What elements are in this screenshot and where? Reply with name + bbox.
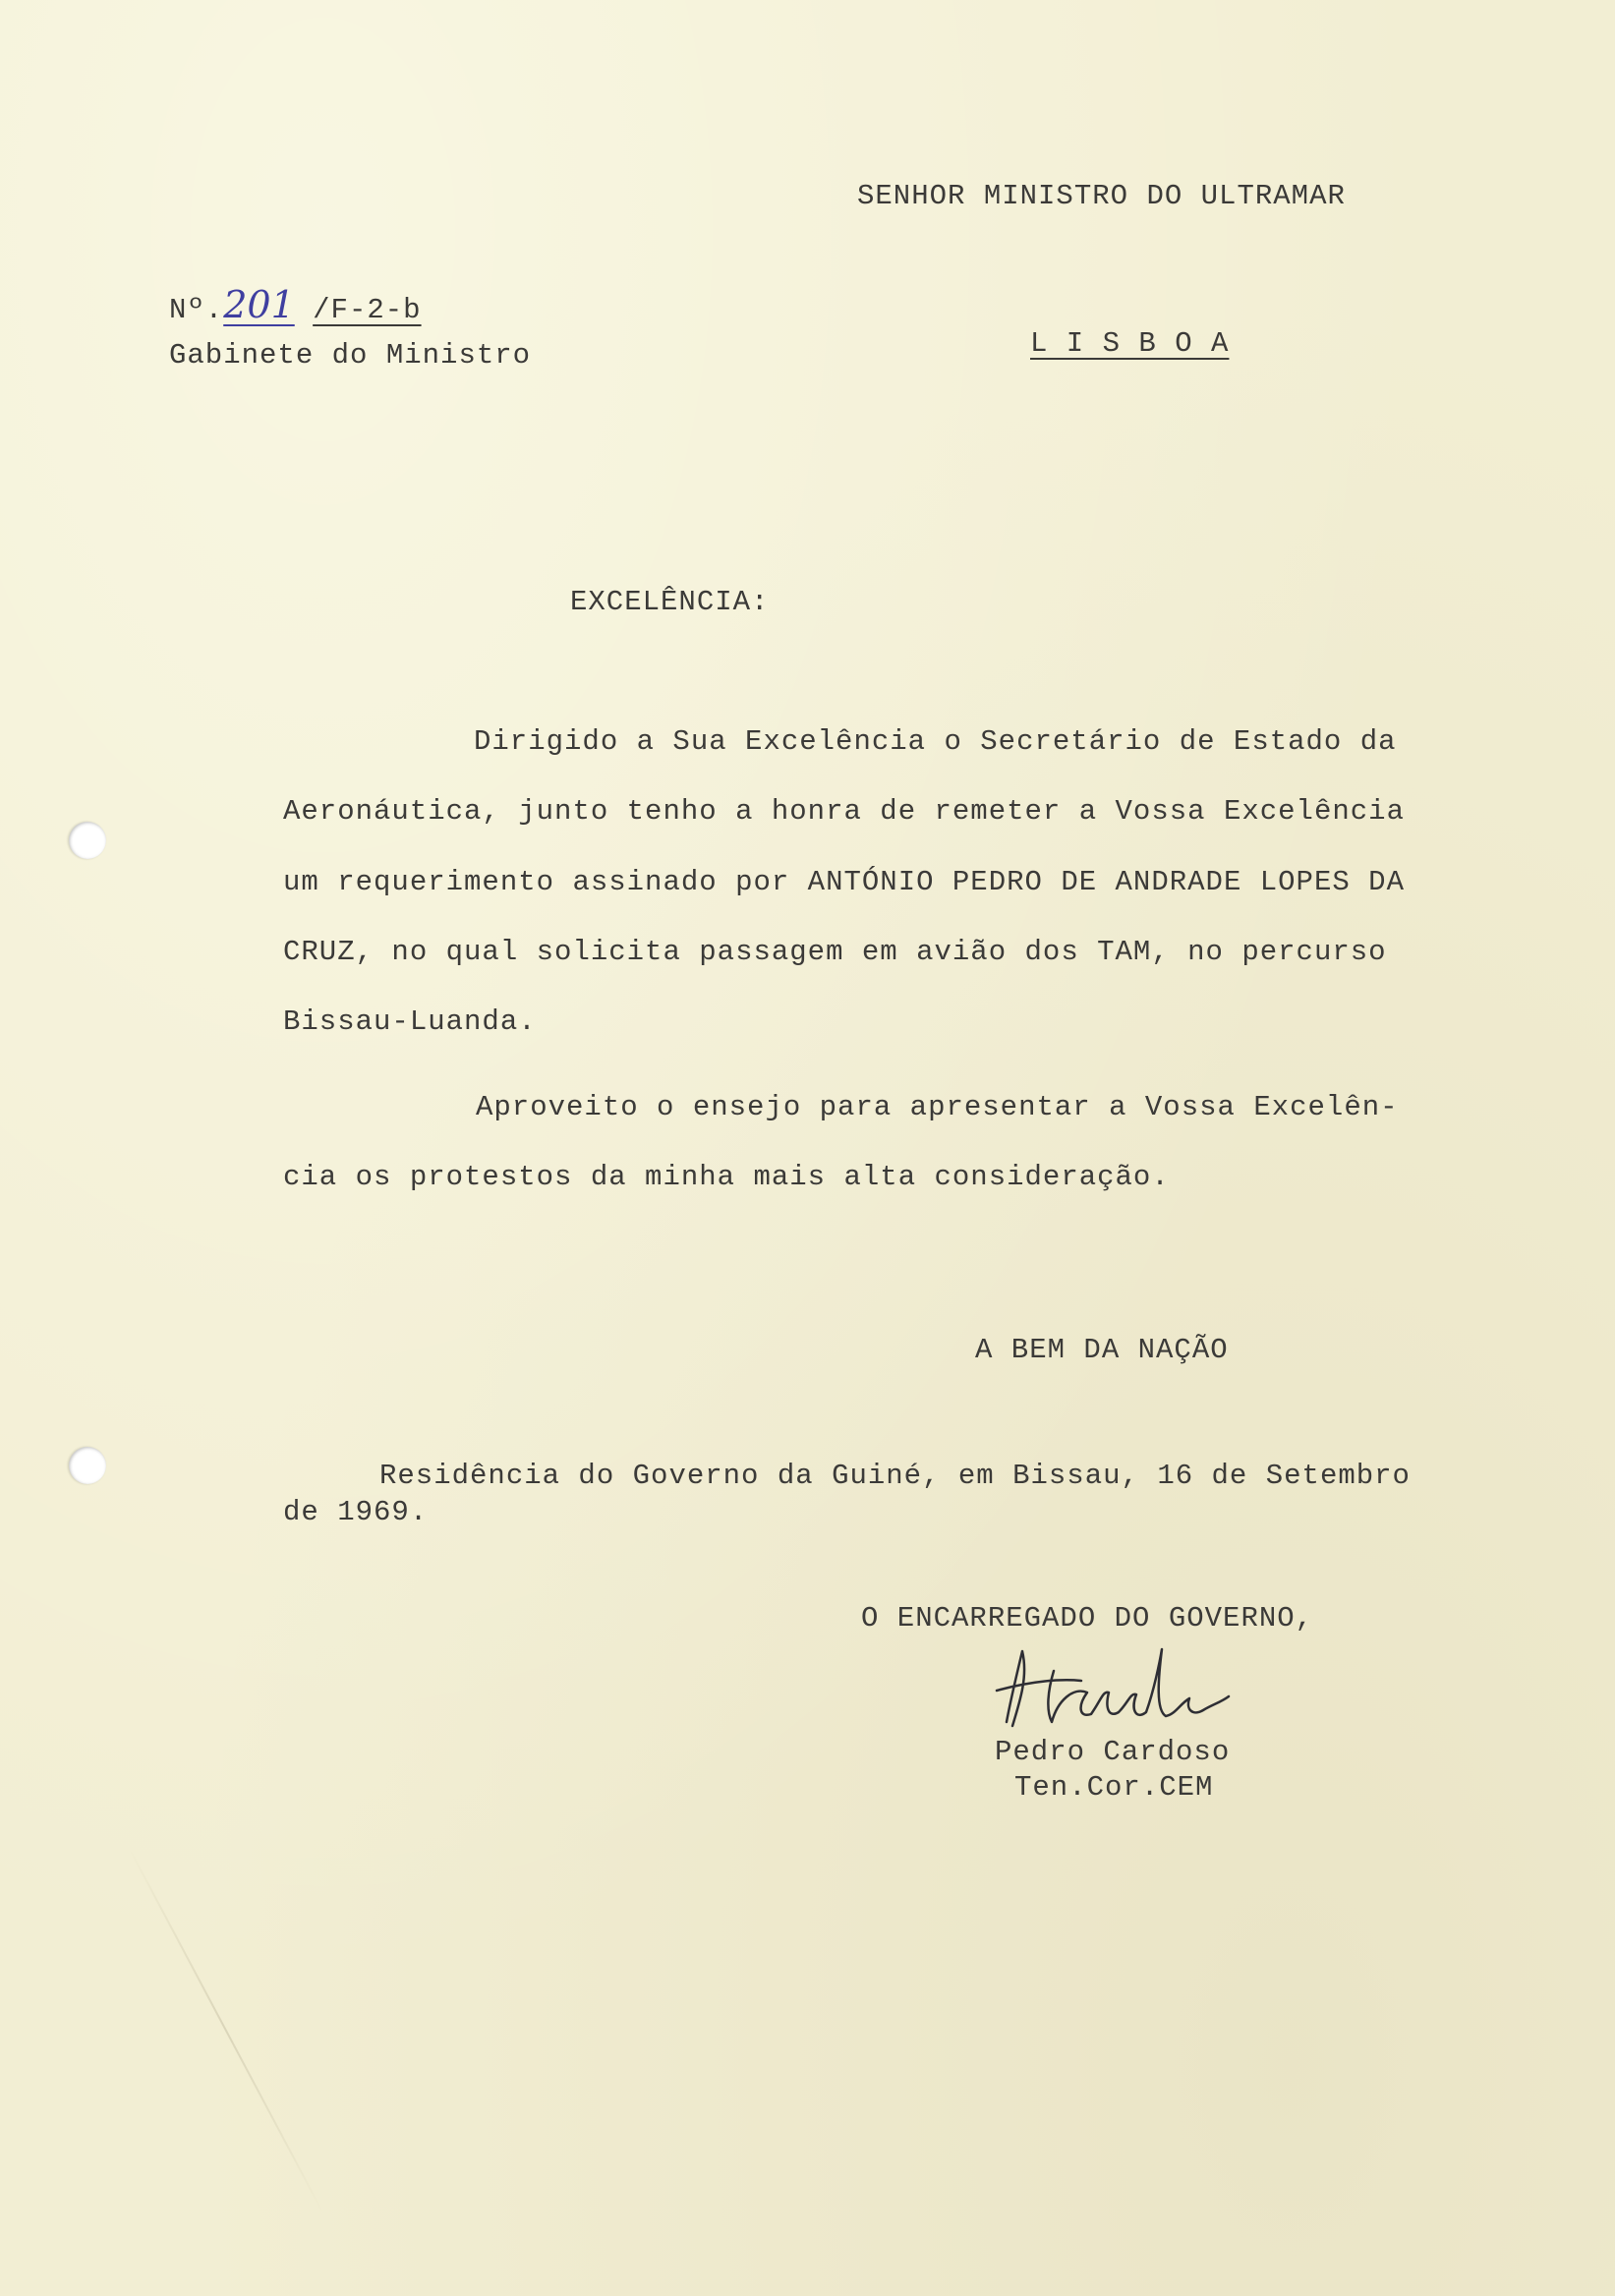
closing-line-1: Aproveito o ensejo para apresentar a Vossa Excelên-	[476, 1091, 1399, 1123]
salutation: EXCELÊNCIA:	[570, 586, 770, 618]
body-line-5: Bissau-Luanda.	[283, 1005, 537, 1038]
reference-prefix: Nº.	[169, 294, 224, 326]
signatory-name: Pedro Cardoso	[995, 1736, 1231, 1768]
city-heading: L I S B O A	[1030, 327, 1230, 360]
office-line: Gabinete do Ministro	[169, 339, 532, 372]
reference-number	[169, 283, 422, 326]
place-date-line-1: Residência do Governo da Guiné, em Bissau, 16 de Setembro	[379, 1460, 1411, 1492]
punch-hole-top	[69, 822, 106, 859]
signatory-title: O ENCARREGADO DO GOVERNO,	[861, 1602, 1314, 1635]
body-line-2: Aeronáutica, junto tenho a honra de remeter a Vossa Excelência	[283, 795, 1405, 828]
body-line-4: CRUZ, no qual solicita passagem em avião dos TAM, no percurso	[283, 936, 1387, 968]
motto: A BEM DA NAÇÃO	[975, 1334, 1229, 1366]
punch-hole-bottom	[69, 1447, 106, 1484]
body-line-1: Dirigido a Sua Excelência o Secretário de Estado da	[474, 725, 1397, 758]
handwritten-signature	[993, 1632, 1268, 1740]
reference-suffix: /F-2-b	[313, 294, 422, 326]
closing-line-2: cia os protestos da minha mais alta consideração.	[283, 1161, 1170, 1193]
reference-handwritten-number: 201	[223, 283, 295, 326]
addressee: SENHOR MINISTRO DO ULTRAMAR	[857, 180, 1346, 212]
signatory-rank: Ten.Cor.CEM	[1014, 1771, 1214, 1804]
paper-crease	[128, 1847, 323, 2212]
place-date-line-2: de 1969.	[283, 1496, 429, 1528]
body-line-3: um requerimento assinado por ANTÓNIO PEDRO DE ANDRADE LOPES DA	[283, 866, 1405, 898]
